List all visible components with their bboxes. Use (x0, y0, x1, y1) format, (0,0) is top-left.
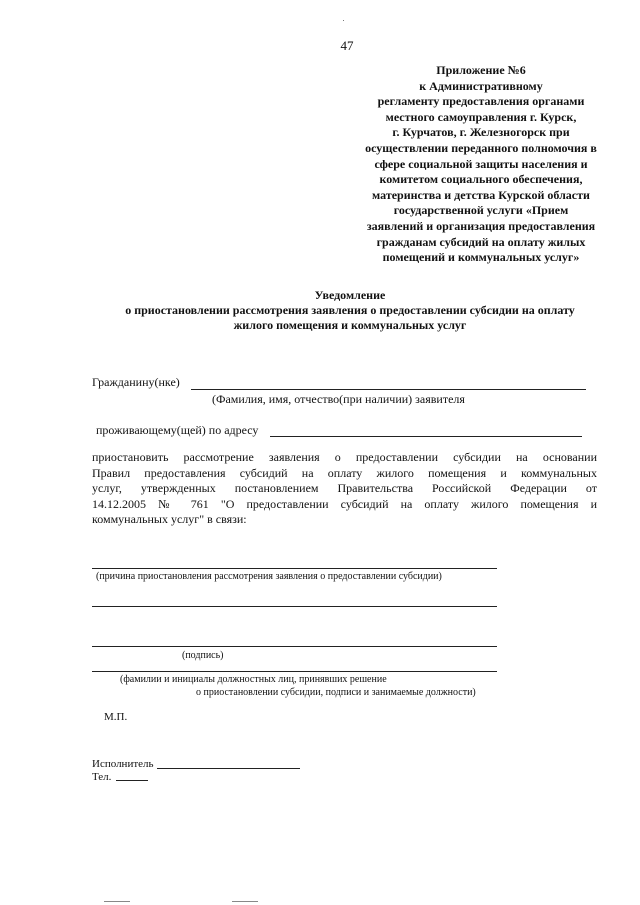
notice-title-block (60, 288, 640, 333)
officials-field[interactable] (92, 671, 497, 672)
reason-field[interactable] (92, 568, 497, 569)
scan-mark (104, 901, 130, 902)
appendix-line: сфере социальной защиты населения и (374, 156, 588, 171)
appendix-line: местного самоуправления г. Курск, (385, 109, 577, 124)
notice-title: Уведомление (314, 288, 386, 302)
address-label: проживающему(щей) по адресу (96, 423, 259, 437)
stamp-place: М.П. (104, 711, 128, 723)
citizen-label: Гражданину(нке) (92, 375, 180, 389)
appendix-line: г. Курчатов, г. Железногорск при (392, 125, 570, 140)
phone-field[interactable] (116, 780, 148, 781)
appendix-line: гражданам субсидий на оплату жилых (376, 234, 586, 249)
body-line: приостановить рассмотрение заявления о предоставлении субсидии на основании (92, 450, 597, 464)
scan-mark (232, 901, 258, 902)
appendix-line: заявлений и организация предоставления (366, 218, 596, 233)
citizen-caption: (Фамилия, имя, отчество(при наличии) заявителя (212, 392, 465, 406)
officials-caption-line: о приостановлении субсидии, подписи и занимаемые должности) (196, 687, 476, 698)
appendix-line: помещений и коммунальных услуг» (382, 250, 580, 265)
scan-mark (343, 20, 344, 21)
appendix-line: Приложение №6 (436, 63, 526, 77)
address-field[interactable] (270, 436, 582, 437)
executor-label: Исполнитель (92, 758, 154, 770)
phone-label: Тел. (92, 771, 112, 783)
appendix-line: регламенту предоставления органами (377, 94, 585, 109)
signature-caption: (подпись) (182, 650, 224, 661)
body-line: 14.12.2005 № 761 "О предоставлении субсидий на оплату жилого помещения и (92, 496, 597, 511)
notice-subtitle-line: жилого помещения и коммунальных услуг (233, 318, 467, 332)
body-line: коммунальных услуг" в связи: (92, 512, 247, 526)
appendix-line: к Административному (419, 78, 543, 93)
notice-body (92, 450, 597, 528)
body-line: услуг, утвержденных постановлением Правительства Российской Федерации от (92, 481, 597, 495)
executor-field[interactable] (157, 768, 300, 769)
appendix-line: материнства и детства Курской области (372, 187, 590, 202)
appendix-line: осуществлении переданного полномочия в (365, 140, 597, 155)
reason-caption: (причина приостановления рассмотрения заявления о предоставлении субсидии) (96, 571, 442, 582)
page-number: 47 (340, 38, 354, 53)
body-line: Правил предоставления субсидий на оплату жилого помещения и коммунальных (92, 465, 597, 480)
appendix-header (330, 63, 632, 266)
notice-subtitle-line: о приостановлении рассмотрения заявления о предоставлении субсидии на оплату (125, 303, 575, 317)
reason-field-continued[interactable] (92, 606, 497, 607)
citizen-name-field[interactable] (191, 389, 586, 390)
officials-caption-line: (фамилии и инициалы должностных лиц, принявших решение (120, 674, 387, 685)
appendix-line: государственной услуги «Прием (393, 203, 569, 218)
signature-field[interactable] (92, 646, 497, 647)
appendix-line: комитетом социального обеспечения, (379, 172, 583, 187)
